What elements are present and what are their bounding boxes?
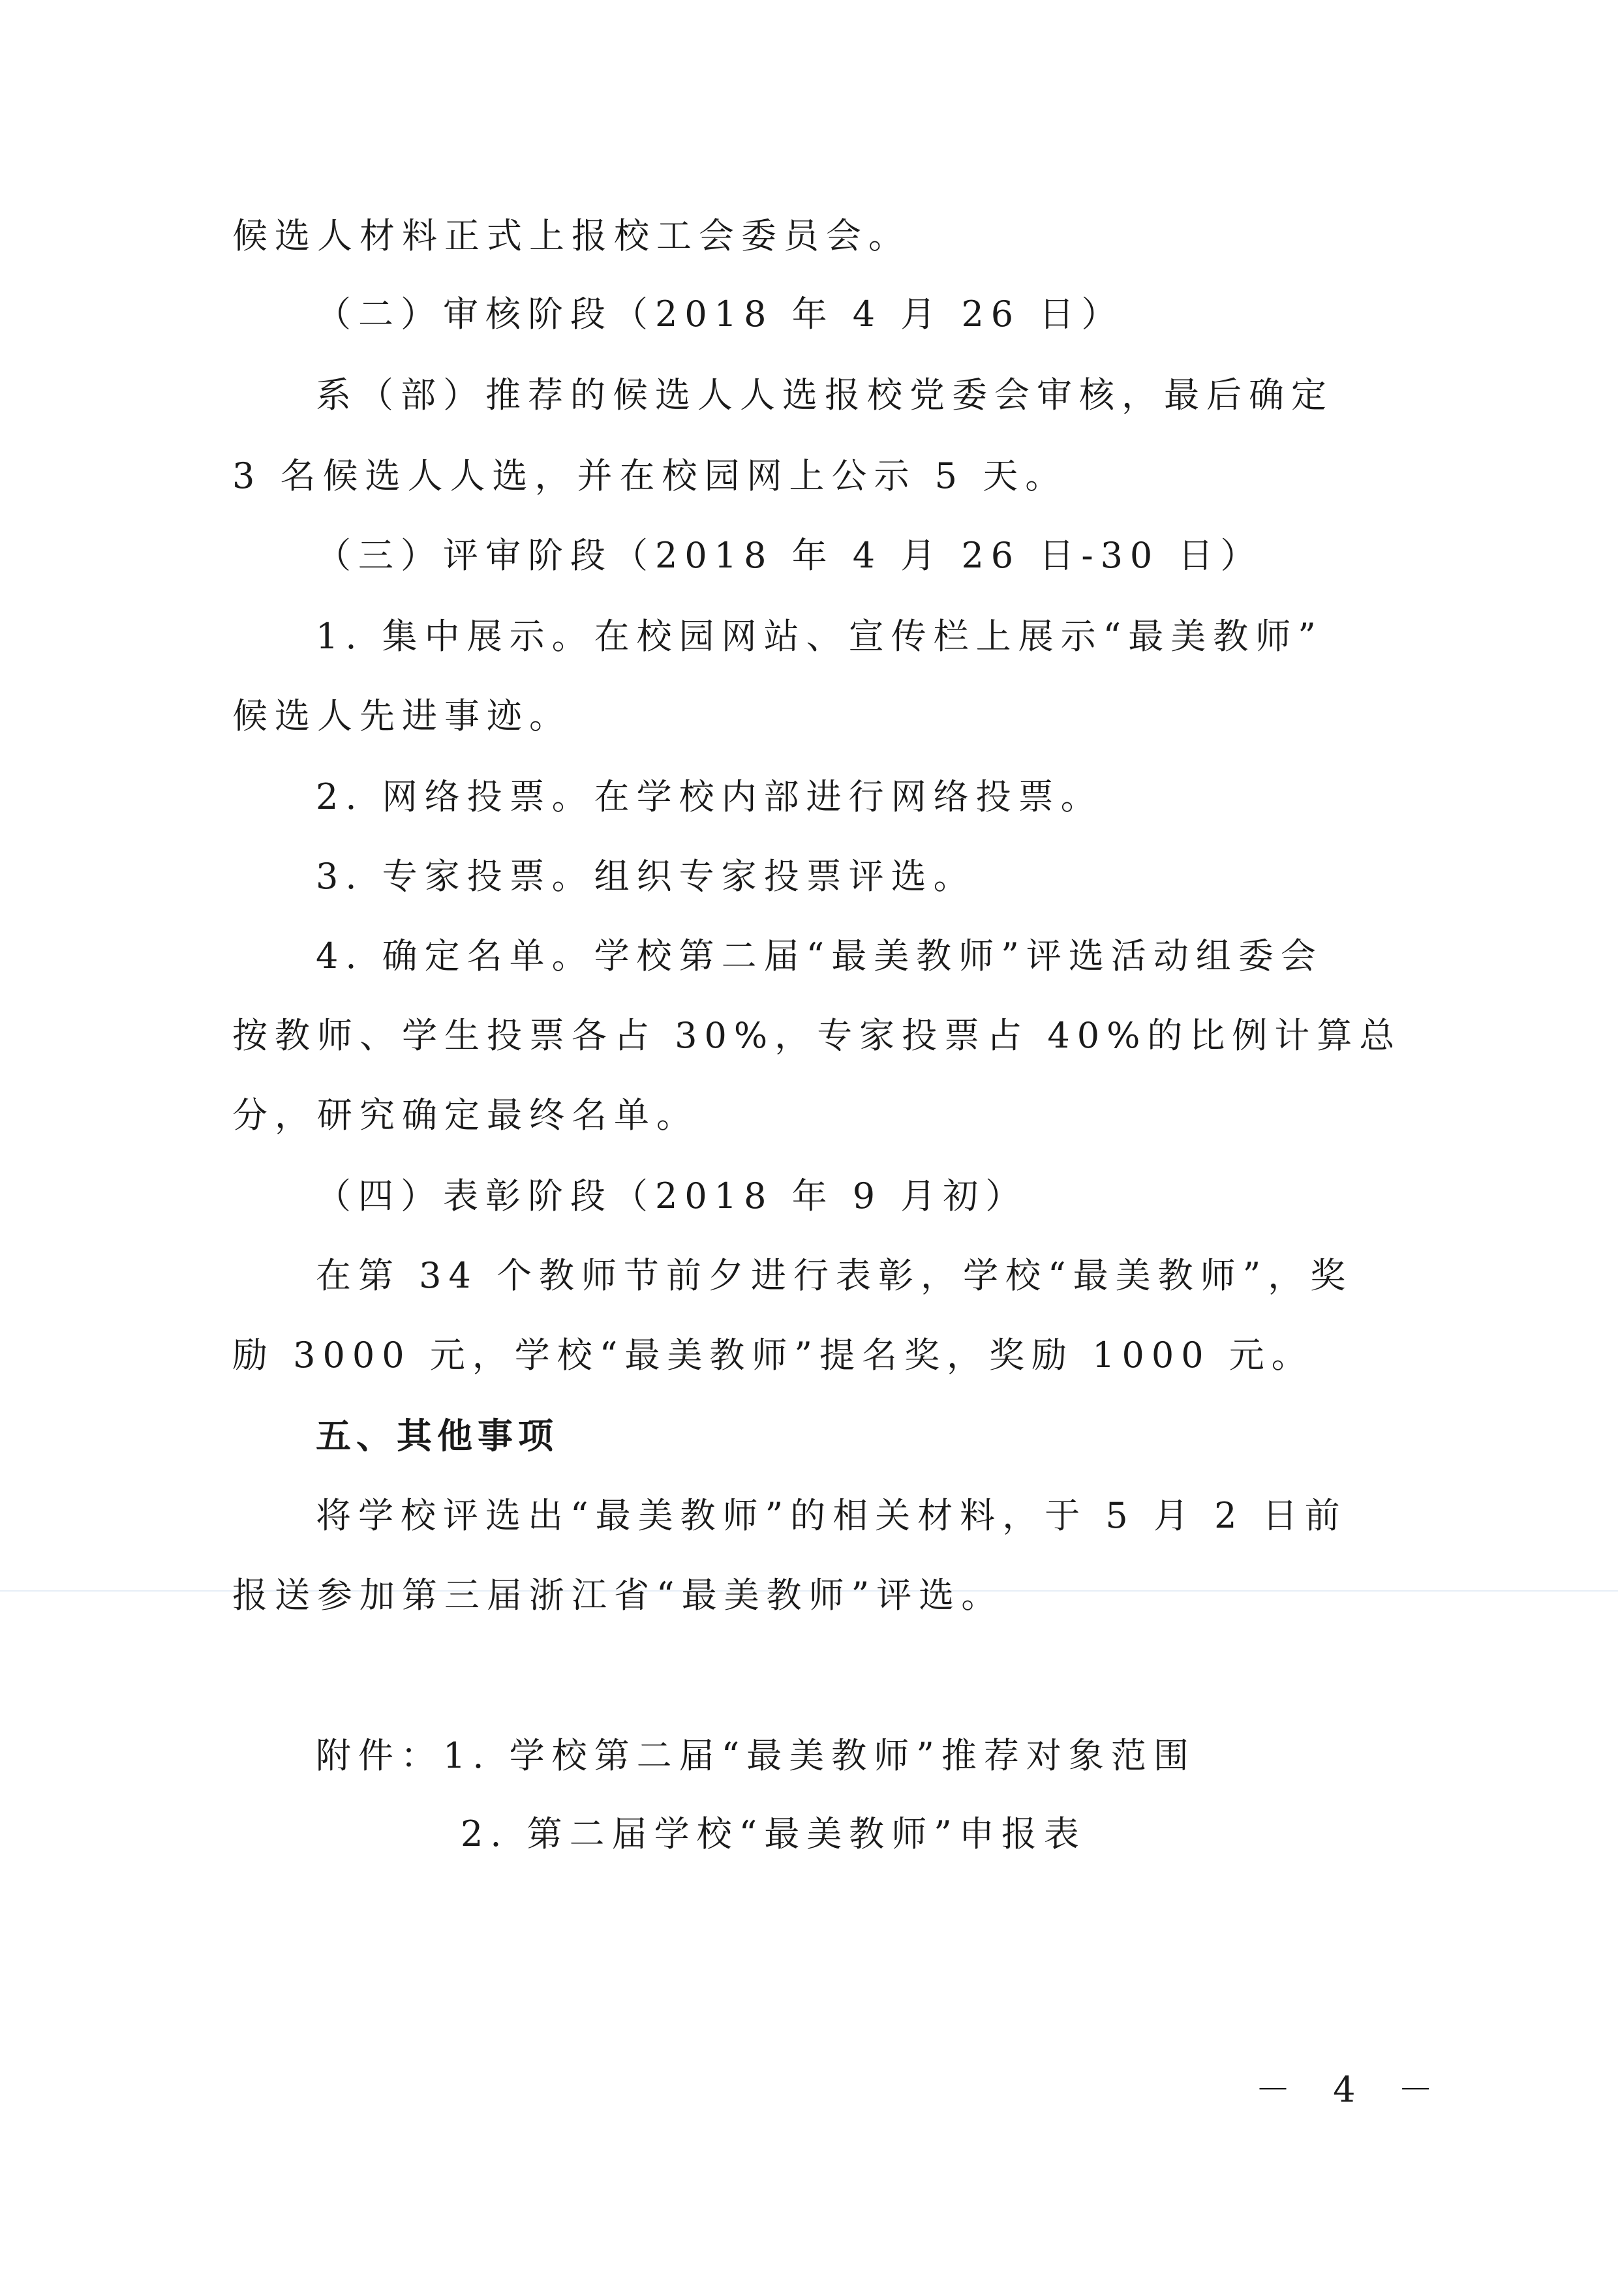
page-number: － 4 － [1255,2069,1449,2110]
text-line: 将学校评选出“最美教师”的相关材料，于 5 月 2 日前 [316,1495,1347,1536]
text-line: 分，研究确定最终名单。 [232,1095,699,1136]
text-line: 候选人材料正式上报校工会委员会。 [232,215,911,256]
text-line: 候选人先进事迹。 [232,695,572,736]
text-line: 4. 确定名单。学校第二届“最美教师”评选活动组委会 [316,935,1323,976]
section-heading-evaluation: （三）评审阶段（2018 年 4 月 26 日-30 日） [316,535,1263,576]
section-heading-other-matters: 五、其他事项 [316,1415,558,1457]
text-line: 报送参加第三届浙江省“最美教师”评选。 [232,1575,1004,1616]
text-line: 3. 专家投票。组织专家投票评选。 [316,856,976,897]
attachment-line-2: 2. 第二届学校“最美教师”申报表 [461,1813,1086,1854]
text-line: 1. 集中展示。在校园网站、宣传栏上展示“最美教师” [316,616,1323,657]
section-heading-commendation: （四）表彰阶段（2018 年 9 月初） [316,1175,1028,1216]
section-heading-review: （二）审核阶段（2018 年 4 月 26 日） [316,294,1124,335]
text-line: 励 3000 元，学校“最美教师”提名奖，奖励 1000 元。 [232,1335,1314,1376]
text-line: 3 名候选人人选，并在校园网上公示 5 天。 [232,455,1068,496]
text-line: 在第 34 个教师节前夕进行表彰，学校“最美教师”，奖 [316,1255,1353,1296]
text-line: 2. 网络投票。在学校内部进行网络投票。 [316,776,1103,817]
attachment-line-1: 附件：1. 学校第二届“最美教师”推荐对象范围 [316,1735,1196,1776]
text-line: 系（部）推荐的候选人人选报校党委会审核，最后确定 [316,374,1334,415]
text-line: 按教师、学生投票各占 30%，专家投票占 40%的比例计算总 [232,1015,1402,1056]
